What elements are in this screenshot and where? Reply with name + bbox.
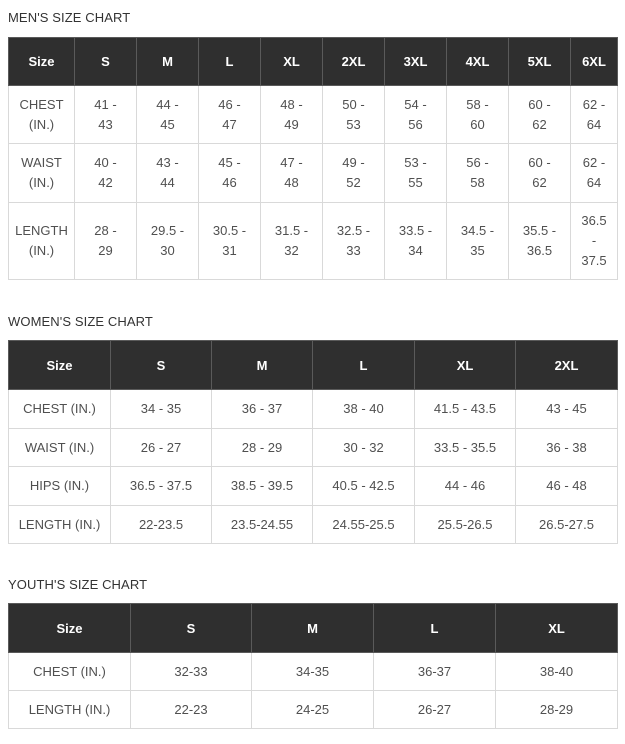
table-cell: 60 - 62 [509, 144, 571, 203]
table-cell: 24.55-25.5 [313, 506, 415, 544]
table-cell: 26.5-27.5 [516, 506, 618, 544]
table-cell: 26 - 27 [111, 429, 212, 467]
womens-chart-title: WOMEN'S SIZE CHART [8, 314, 153, 329]
table-cell: 36 - 37 [212, 390, 313, 429]
table-cell: 32.5 - 33 [323, 203, 385, 280]
table-cell: 26-27 [374, 691, 496, 729]
womens-size-table [8, 340, 618, 544]
womens-header-s: S [111, 341, 212, 390]
youth-header-xl: XL [496, 604, 618, 653]
table-cell: 38 - 40 [313, 390, 415, 429]
table-cell: 34 - 35 [111, 390, 212, 429]
womens-row-chest [9, 390, 618, 429]
mens-row-length [9, 203, 618, 280]
mens-header-5xl: 5XL [509, 38, 571, 86]
table-cell: 22-23.5 [111, 506, 212, 544]
youth-header-s: S [131, 604, 252, 653]
table-cell: 28-29 [496, 691, 618, 729]
table-cell: 41.5 - 43.5 [415, 390, 516, 429]
table-cell: 62 - 64 [571, 86, 618, 144]
mens-row-waist [9, 144, 618, 203]
womens-header-l: L [313, 341, 415, 390]
mens-header-m: M [137, 38, 199, 86]
table-cell: 22-23 [131, 691, 252, 729]
table-cell: 44 - 45 [137, 86, 199, 144]
mens-header-row [9, 38, 618, 86]
mens-header-l: L [199, 38, 261, 86]
womens-header-2xl: 2XL [516, 341, 618, 390]
table-cell: 45 - 46 [199, 144, 261, 203]
youth-header-row [9, 604, 618, 653]
table-cell: 32-33 [131, 653, 252, 691]
table-cell: 43 - 45 [516, 390, 618, 429]
table-cell: 41 - 43 [75, 86, 137, 144]
youth-chart-title: YOUTH'S SIZE CHART [8, 577, 148, 592]
table-cell: CHEST (IN.) [9, 86, 75, 144]
table-cell: 54 - 56 [385, 86, 447, 144]
mens-size-table [8, 37, 618, 280]
table-cell: 49 - 52 [323, 144, 385, 203]
table-cell: HIPS (IN.) [9, 467, 111, 506]
mens-header-2xl: 2XL [323, 38, 385, 86]
table-cell: WAIST (IN.) [9, 429, 111, 467]
table-cell: LENGTH (IN.) [9, 506, 111, 544]
youth-header-l: L [374, 604, 496, 653]
table-cell: 53 - 55 [385, 144, 447, 203]
table-cell: 50 - 53 [323, 86, 385, 144]
table-cell: 47 - 48 [261, 144, 323, 203]
table-cell: 56 - 58 [447, 144, 509, 203]
table-cell: 62 - 64 [571, 144, 618, 203]
mens-chart-title: MEN'S SIZE CHART [8, 10, 131, 25]
mens-header-xl: XL [261, 38, 323, 86]
table-cell: CHEST (IN.) [9, 653, 131, 691]
youth-row-length [9, 691, 618, 729]
table-cell: 33.5 - 35.5 [415, 429, 516, 467]
table-cell: WAIST (IN.) [9, 144, 75, 203]
table-cell: 33.5 - 34 [385, 203, 447, 280]
table-cell: 38-40 [496, 653, 618, 691]
table-cell: 35.5 - 36.5 [509, 203, 571, 280]
table-cell: 44 - 46 [415, 467, 516, 506]
table-cell: 40.5 - 42.5 [313, 467, 415, 506]
womens-header-row [9, 341, 618, 390]
womens-header-m: M [212, 341, 313, 390]
womens-header-xl: XL [415, 341, 516, 390]
table-cell: 30.5 - 31 [199, 203, 261, 280]
womens-row-waist [9, 429, 618, 467]
table-cell: 23.5-24.55 [212, 506, 313, 544]
table-cell: 46 - 48 [516, 467, 618, 506]
table-cell: 28 - 29 [75, 203, 137, 280]
mens-header-6xl: 6XL [571, 38, 618, 86]
womens-header-size: Size [9, 341, 111, 390]
youth-size-table [8, 603, 618, 729]
table-cell: 31.5 - 32 [261, 203, 323, 280]
table-cell: 36 - 38 [516, 429, 618, 467]
table-cell: LENGTH (IN.) [9, 203, 75, 280]
table-cell: 46 - 47 [199, 86, 261, 144]
table-cell: 34-35 [252, 653, 374, 691]
table-cell: 29.5 - 30 [137, 203, 199, 280]
mens-header-3xl: 3XL [385, 38, 447, 86]
table-cell: 34.5 - 35 [447, 203, 509, 280]
table-cell: 24-25 [252, 691, 374, 729]
youth-header-m: M [252, 604, 374, 653]
table-cell: 25.5-26.5 [415, 506, 516, 544]
mens-row-chest [9, 86, 618, 144]
womens-row-length [9, 506, 618, 544]
table-cell: LENGTH (IN.) [9, 691, 131, 729]
youth-header-size: Size [9, 604, 131, 653]
table-cell: 48 - 49 [261, 86, 323, 144]
table-cell: CHEST (IN.) [9, 390, 111, 429]
table-cell: 36-37 [374, 653, 496, 691]
table-cell: 36.5 - 37.5 [571, 203, 618, 280]
mens-header-size: Size [9, 38, 75, 86]
table-cell: 28 - 29 [212, 429, 313, 467]
table-cell: 30 - 32 [313, 429, 415, 467]
table-cell: 43 - 44 [137, 144, 199, 203]
womens-row-hips [9, 467, 618, 506]
table-cell: 60 - 62 [509, 86, 571, 144]
table-cell: 38.5 - 39.5 [212, 467, 313, 506]
table-cell: 58 - 60 [447, 86, 509, 144]
mens-header-s: S [75, 38, 137, 86]
youth-row-chest [9, 653, 618, 691]
mens-header-4xl: 4XL [447, 38, 509, 86]
table-cell: 40 - 42 [75, 144, 137, 203]
table-cell: 36.5 - 37.5 [111, 467, 212, 506]
